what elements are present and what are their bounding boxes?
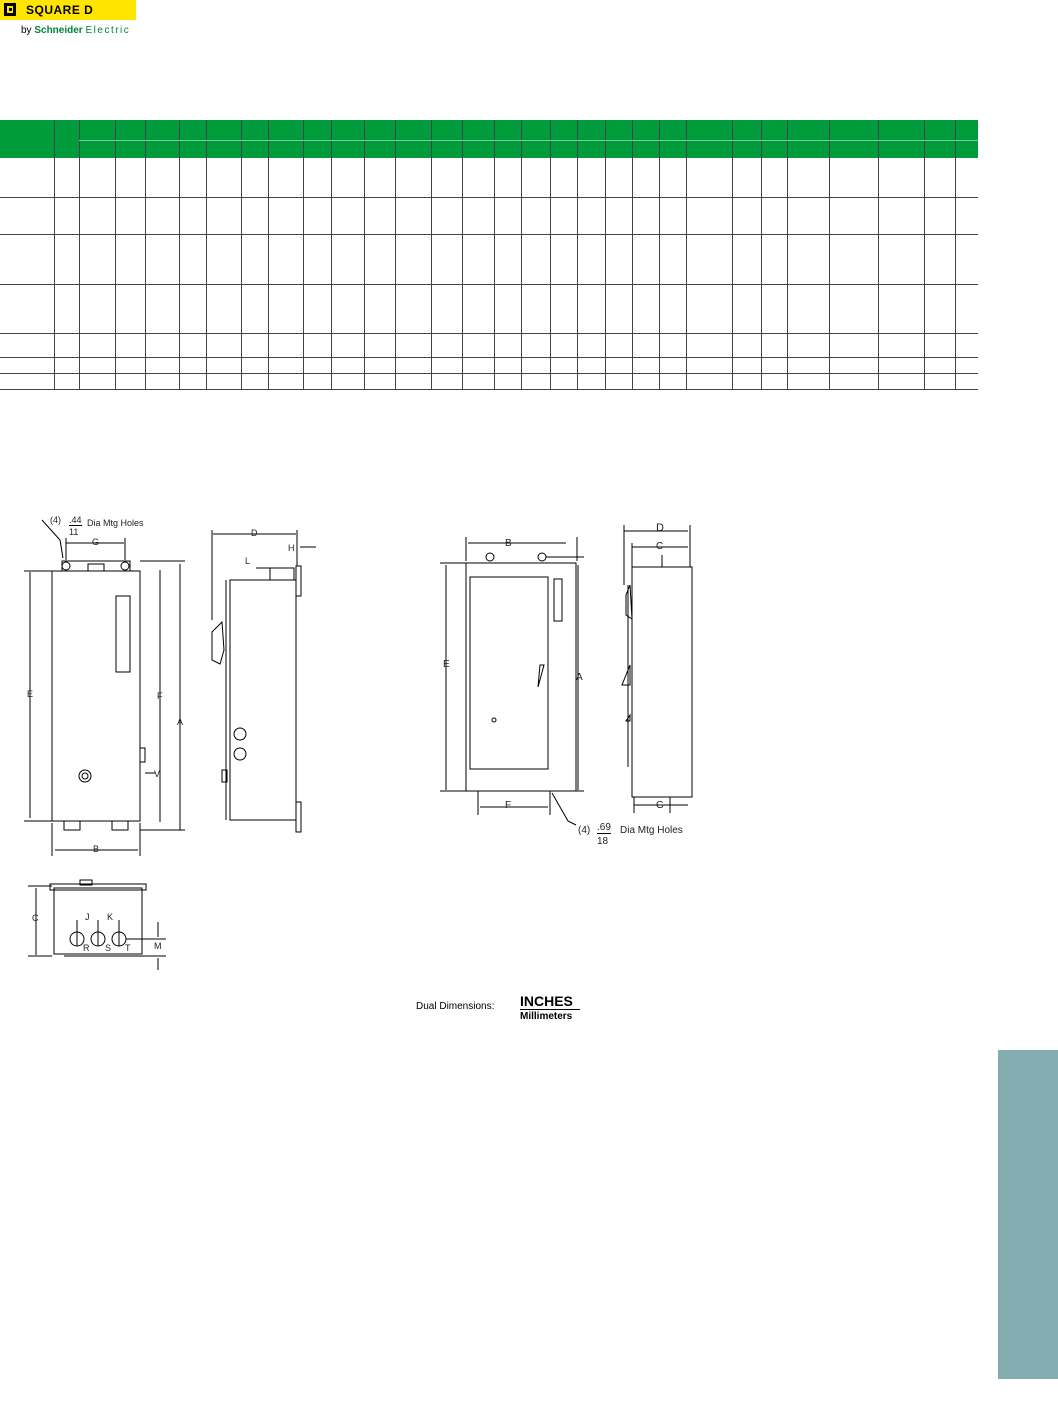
logo-company-suffix: Electric	[85, 25, 131, 36]
table-column-rule	[303, 120, 304, 390]
table-column-rule	[521, 120, 522, 390]
left-label-c: C	[32, 913, 39, 923]
left-holes-qty: (4)	[50, 515, 61, 525]
left-label-d: D	[251, 528, 258, 538]
table-row-rule	[0, 333, 978, 334]
table-row-rule	[0, 357, 978, 358]
right-label-b: B	[505, 538, 512, 549]
right-enclosure-drawing	[420, 515, 720, 845]
right-label-f: F	[505, 800, 512, 811]
square-d-mark-icon	[4, 3, 16, 16]
dual-inches: INCHES	[520, 993, 573, 1009]
front-window	[116, 596, 130, 672]
left-label-e: E	[27, 689, 34, 699]
table-row-rule	[0, 234, 978, 235]
right-holes-num: .69	[597, 822, 611, 833]
right-front-door	[470, 577, 548, 769]
left-label-s: S	[105, 943, 112, 953]
table-column-rule	[145, 120, 146, 390]
table-column-rule	[659, 120, 660, 390]
table-header	[0, 120, 978, 158]
table-column-rule	[686, 120, 687, 390]
left-label-m: M	[154, 941, 162, 951]
table-column-rule	[395, 120, 396, 390]
table-column-rule	[550, 120, 551, 390]
right-label-g: G	[656, 800, 664, 811]
dual-divider	[520, 1009, 580, 1010]
left-label-b: B	[93, 844, 100, 854]
table-column-rule	[241, 120, 242, 390]
table-row-rule	[0, 389, 978, 390]
table-column-rule	[761, 120, 762, 390]
left-label-v: V	[154, 769, 161, 779]
left-label-f: F	[157, 691, 163, 701]
table-column-rule	[605, 120, 606, 390]
right-label-d: D	[656, 522, 664, 534]
table-column-rule	[924, 120, 925, 390]
table-column-rule	[829, 120, 830, 390]
left-label-k: K	[107, 912, 114, 922]
right-label-e: E	[443, 659, 450, 670]
left-enclosure-drawing	[0, 500, 330, 980]
table-row-rule	[0, 373, 978, 374]
table-column-rule	[878, 120, 879, 390]
table-column-rule	[115, 120, 116, 390]
left-holes-den: 11	[69, 527, 79, 537]
right-front-outline	[466, 563, 576, 791]
table-column-rule	[79, 120, 80, 390]
left-label-r: R	[83, 943, 90, 953]
table-column-rule	[577, 120, 578, 390]
front-knob	[79, 770, 91, 782]
logo-company: Schneider	[34, 25, 83, 36]
front-latch	[140, 748, 145, 762]
right-holes-text: Dia Mtg Holes	[620, 825, 683, 836]
left-holes-text: Dia Mtg Holes	[87, 518, 144, 528]
front-enclosure-outline	[52, 571, 140, 821]
table-header-subrule	[79, 140, 978, 141]
table-column-rule	[632, 120, 633, 390]
table-column-rule	[179, 120, 180, 390]
left-label-h: H	[288, 543, 295, 553]
table-column-rule	[364, 120, 365, 390]
logo-by: by	[21, 25, 32, 36]
left-label-a: A	[177, 717, 184, 727]
dual-dimensions-label: Dual Dimensions:	[416, 1001, 495, 1012]
right-side-outline	[632, 567, 692, 797]
logo-byline	[21, 25, 130, 36]
left-label-t: T	[125, 943, 131, 953]
table-column-rule	[331, 120, 332, 390]
table-column-rule	[54, 120, 55, 390]
left-label-l: L	[245, 556, 251, 566]
table-column-rule	[787, 120, 788, 390]
section-side-tab	[998, 1050, 1058, 1379]
table-column-rule	[732, 120, 733, 390]
table-column-rule	[268, 120, 269, 390]
right-holes-den: 18	[597, 836, 609, 847]
table-column-rule	[955, 120, 956, 390]
right-label-a: A	[576, 672, 583, 683]
right-holes-qty: (4)	[578, 825, 591, 836]
table-row-rule	[0, 284, 978, 285]
left-label-j: J	[85, 912, 90, 922]
table-column-rule	[462, 120, 463, 390]
table-column-rule	[431, 120, 432, 390]
left-holes-num: .44	[69, 515, 82, 525]
dual-millimeters: Millimeters	[520, 1011, 573, 1022]
table-column-rule	[494, 120, 495, 390]
table-row-rule	[0, 197, 978, 198]
right-label-c: C	[656, 541, 664, 552]
left-label-g: G	[92, 537, 100, 547]
side-enclosure-outline	[230, 580, 296, 820]
table-column-rule	[206, 120, 207, 390]
logo-text: SQUARE D	[26, 3, 94, 17]
